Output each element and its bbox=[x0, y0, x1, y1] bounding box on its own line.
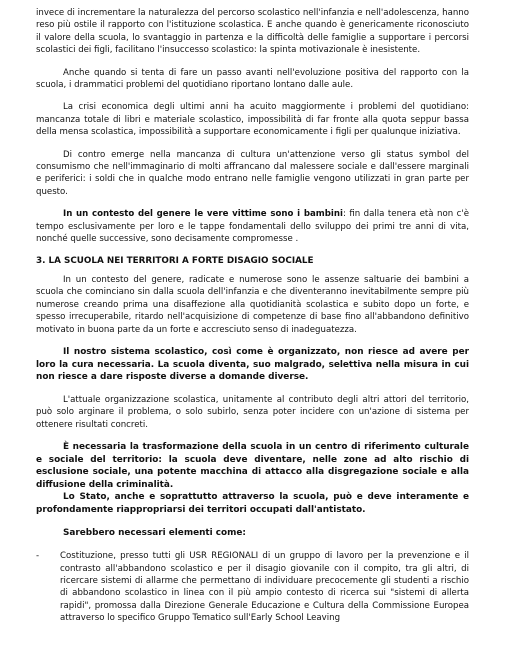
paragraph-children-victims bbox=[36, 208, 469, 245]
paragraph-transformation: È necessaria la trasformazione della scuola in un centro di riferimento culturale e sociale del territorio: la scuola deve diventare, nelle zone ad alto rischio di esclusione sociale, una potente macchina di attacco alla disgregazione sociale e alla diffusione della criminalità. bbox=[36, 441, 469, 490]
paragraph-necessary-elements: Sarebbero necessari elementi come: bbox=[63, 527, 246, 538]
paragraph-organization: L'attuale organizzazione scolastica, unitamente al contributo degli altri attori del territorio, può solo arginare il problema, o solo subirlo, senza poter incidere con un'azione di sistema per ottenere risultati concreti. bbox=[36, 394, 469, 430]
paragraph-school-system: Il nostro sistema scolastico, così come è organizzato, non riesce ad avere per loro la cura necessaria. La scuola diventa, suo malgrado, selettiva nella misura in cui non riesce a dare risposte diverse a domande diverse. bbox=[36, 346, 469, 383]
section-heading: 3. LA SCUOLA NEI TERRITORI A FORTE DISAGIO SOCIALE bbox=[36, 255, 314, 266]
children-victims-emphasis: In un contesto del genere le vere vittime sono i bambini bbox=[63, 209, 343, 220]
document-body bbox=[36, 7, 469, 625]
paragraph-intro-continuation: invece di incrementare la naturalezza del percorso scolastico nell'infanzia e nell'adolescenza, hanno reso più ostile il rapporto con l'istituzione scolastica. E anche quando è genericamente riconosciuto il valore della scuola, lo svantaggio in partenza e la difficoltà delle famiglie a supportare i percorsi scolastici dei figli, facilitano l'insuccesso scolastico: la spinta motivazionale è inesistente. bbox=[36, 8, 469, 56]
paragraph-state-role: Lo Stato, anche e soprattutto attraverso la scuola, può e deve interamente e profondamente riappropriarsi dei territori occupati dall'antistato. bbox=[36, 492, 469, 515]
paragraph-status-symbols: Di contro emerge nella mancanza di cultura un'attenzione verso gli status symbol del consumismo che nell'immaginario di molti affrancano dal malessere sociale e dall'essere marginali e periferici: i soldi che in qualche modo entrano nelle famiglie vengono utilizzati in gran parte per questo. bbox=[36, 149, 469, 197]
paragraph-absences: In un contesto del genere, radicate e numerose sono le assenze saltuarie dei bambini a scuola che cominciano sin dalla scuola dell'infanzia e che diventeranno inevitabilmente sempre più numerose creando prima una disaffezione alla quotidianità scolastica e subito dopo un forte, e spesso irrecuperabile, ritardo nell'acquisizione di competenze di base fino all'abbandono definitivo motivato in buona parte da un forte e accresciuto senso di inadeguatezza. bbox=[36, 274, 469, 335]
paragraph-economic-crisis: La crisi economica degli ultimi anni ha acuito maggiormente i problemi del quotidiano: mancanza totale di libri e materiale scolastico, impossibilità di far fronte alla quota seppur bassa della mensa scolastica, impossibilità a supportare economicamente i figli per qualunque iniziativa. bbox=[36, 102, 469, 138]
paragraph-daily-problems: Anche quando si tenta di fare un passo avanti nell'evoluzione positiva del rapporto con la scuola, i drammatici problemi del quotidiano riportano lontano dalle aule. bbox=[36, 67, 469, 91]
children-victims-rest: : fin dalla tenera età non c'è tempo esclusivamente per loro e le tappe fondamentali dello sviluppo dei primi tre anni di vita, nonché quelle successive, sono decisamente compromesse . bbox=[36, 209, 470, 245]
bullet-marker: - bbox=[36, 551, 40, 562]
list-item bbox=[36, 550, 469, 624]
bullet-usr-working-group: Costituzione, presso tutti gli USR REGIONALI di un gruppo di lavoro per la prevenzione e il contrasto all'abbandono scolastico e per il disagio giovanile con il compito, tra gli altri, di ricercare sistemi di allarme che permettano di individuare precocemente gli studenti a rischio di abbandono scolastico in linea con il più ampio contesto di ricerca sui "sistemi di allerta rapidi", promossa dalla Direzione Generale Educazione e Cultura della Commissione Europea attraverso lo specifico Gruppo Tematico sull'Early School Leaving bbox=[60, 551, 469, 624]
